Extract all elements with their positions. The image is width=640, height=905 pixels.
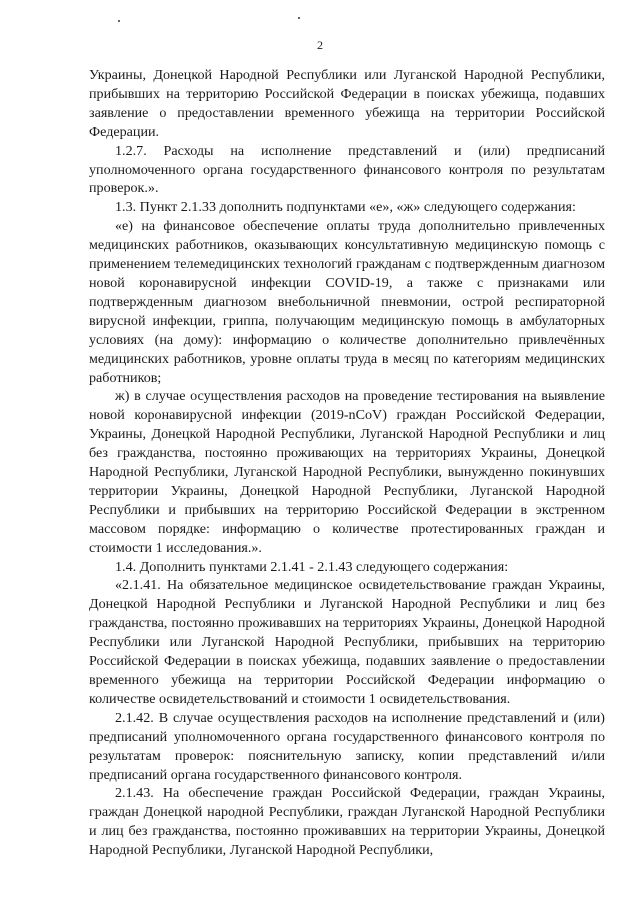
- paragraph-2-1-42: 2.1.42. В случае осуществления расходов на исполнение представлений и (или) предписаний уполномоченного органа государственного финансового контроля по результатам проверок: пояснительную записку, копии представлений и/или предписаний органа государственного финансового контроля.: [89, 709, 605, 783]
- paragraph-1-3: 1.3. Пункт 2.1.33 дополнить подпунктами «е», «ж» следующего содержания:: [115, 199, 576, 216]
- scan-speck: [118, 20, 120, 22]
- document-body: [89, 66, 605, 860]
- paragraph-subitem-zh: ж) в случае осуществления расходов на проведение тестирования на выявление новой коронавирусной инфекции (2019-nCoV) граждан Российской Федерации, Украины, Донецкой Народной Республики, Луганской Народной Республики и лиц без гражданства, постоянно проживающих на территориях Украины, Донецкой Народной Республики, Луганской Народной Республики, вынужденно покинувших территории Украины, Донецкой Народной Республики, Луганской Народной Республики и прибывших на территорию Российской Федерации в экстренном массовом порядке: информацию о количестве протестированных граждан и стоимости 1 исследования.».: [89, 388, 605, 556]
- scan-speck: [298, 17, 300, 19]
- paragraph-2-1-43: 2.1.43. На обеспечение граждан Российской Федерации, граждан Украины, граждан Донецкой народной Республики, граждан Луганской Народной Республики и лиц без гражданства, постоянно проживавших на территории Украины, Донецкой Народной Республики, Луганской Народной Республики,: [89, 785, 605, 859]
- paragraph-subitem-e: «е) на финансовое обеспечение оплаты труда дополнительно привлеченных медицинских работников, оказывающих консультативную медицинскую помощь с применением телемедицинских технологий гражданам с подтвержденным диагнозом новой коронавирусной инфекции COVID-19, а также с признаками или подтвержденным диагнозом внебольничной пневмонии, острой респираторной вирусной инфекции, гриппа, получающим медицинскую помощь в амбулаторных условиях (на дому): информацию о количестве дополнительно привлечённых медицинских работников, уровне оплаты труда в месяц по категориям медицинских работников;: [89, 218, 605, 386]
- paragraph-1-2-7: 1.2.7. Расходы на исполнение представлений и (или) предписаний уполномоченного органа государственного финансового контроля по результатам проверок.».: [89, 142, 605, 197]
- page-number: 2: [317, 38, 323, 52]
- paragraph-1-4: 1.4. Дополнить пунктами 2.1.41 - 2.1.43 следующего содержания:: [115, 558, 509, 575]
- paragraph-continuation: Украины, Донецкой Народной Республики или Луганской Народной Республики, прибывших на территорию Российской Федерации в поисках убежища, подавших заявление о предоставлении временного убежища на территории Российской Федерации.: [89, 67, 605, 140]
- paragraph-2-1-41: «2.1.41. На обязательное медицинское освидетельствование граждан Украины, Донецкой Народной Республики и Луганской Народной Республики и лиц без гражданства, постоянно проживавших на территориях Украины, Донецкой Народной Республики или Луганской Народной Республики, прибывших на территорию Российской Федерации в поисках убежища, подавших заявление о предоставлении временного убежища на территории Российской Федерации информацию о количестве освидетельствований и стоимости 1 освидетельствования.: [89, 577, 605, 707]
